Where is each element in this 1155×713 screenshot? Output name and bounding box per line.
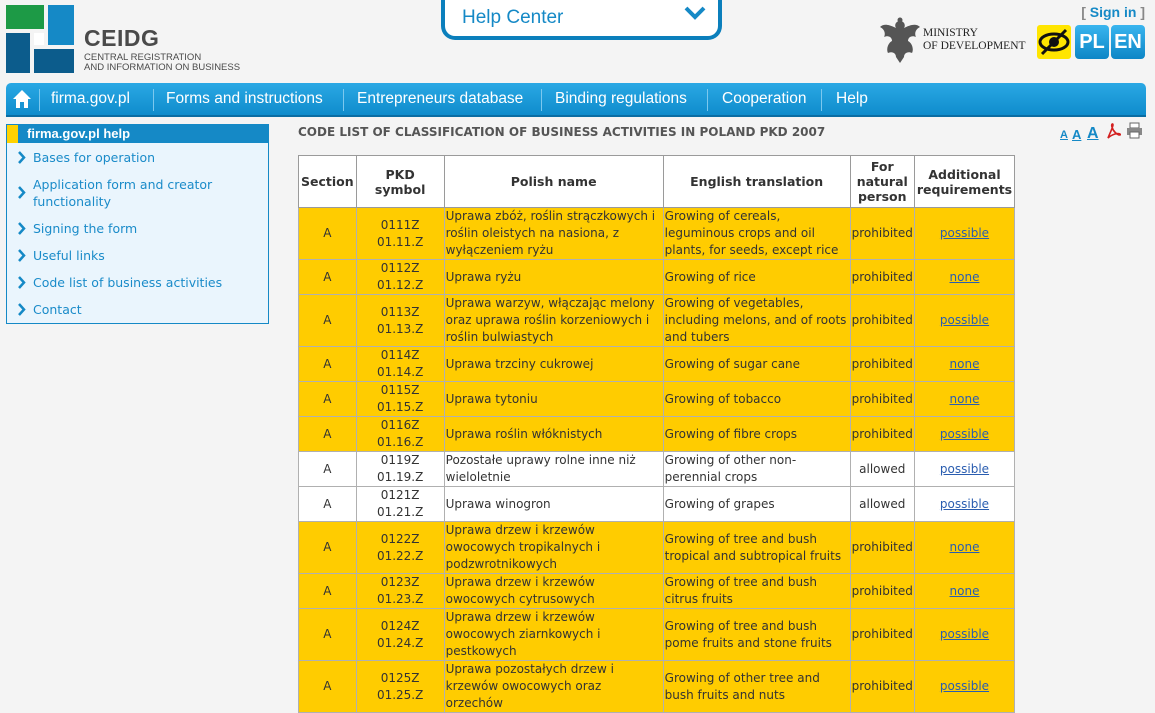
cell-section: A [299, 452, 357, 487]
requirements-link[interactable]: possible [939, 627, 990, 641]
cell-pkd-symbol [356, 452, 444, 487]
nav-item-firma[interactable]: firma.gov.pl [51, 90, 130, 107]
chevron-down-icon [684, 6, 706, 20]
sidebar-item-label: Signing the form [33, 221, 138, 236]
cell-pkd-symbol [356, 260, 444, 295]
cell-pkd-symbol [356, 295, 444, 347]
cell-section: A [299, 382, 357, 417]
requirements-link[interactable]: possible [939, 226, 990, 240]
cell-polish-name: Pozostałe uprawy rolne inne niż wieloletnie [444, 452, 663, 487]
language-pl-button[interactable]: PL [1075, 25, 1109, 59]
column-header-polish: Polish name [444, 156, 663, 208]
cell-section: A [299, 574, 357, 609]
header-line: PKD [385, 166, 415, 182]
signin-area [1081, 4, 1145, 20]
cell-natural-person: prohibited [850, 609, 914, 661]
cell-polish-name: Uprawa winogron [444, 487, 663, 522]
column-header-requirements [914, 156, 1014, 208]
cell-polish-name: Uprawa drzew i krzewów owocowych cytrusowych [444, 574, 663, 609]
language-en-button[interactable]: EN [1111, 25, 1145, 59]
brand-subtitle-line: AND INFORMATION ON BUSINESS [84, 62, 241, 73]
requirements-link[interactable]: none [949, 540, 980, 554]
cell-pkd-symbol [356, 382, 444, 417]
cell-english-translation: Growing of cereals, leguminous crops and oil plants, for seeds, except rice [663, 208, 850, 260]
pkd-code: 0119Z [380, 453, 420, 467]
cell-pkd-symbol [356, 347, 444, 382]
pkd-symbol: 01.25.Z [376, 687, 424, 702]
table-row [299, 208, 1015, 260]
sidebar-item-links[interactable] [17, 247, 273, 264]
brand-subtitle [84, 53, 240, 73]
pkd-code: 0111Z [380, 217, 420, 232]
brand-title: CEIDG [84, 25, 160, 51]
table-row [299, 522, 1015, 574]
table-row [299, 260, 1015, 295]
nav-separator [343, 89, 344, 111]
cell-requirements [914, 487, 1014, 522]
header-line: For [870, 159, 894, 174]
table-row [299, 295, 1015, 347]
cell-natural-person: prohibited [850, 295, 914, 347]
cell-natural-person: prohibited [850, 347, 914, 382]
column-header-section: Section [299, 156, 357, 208]
cell-english-translation: Growing of vegetables, including melons, and of roots and tubers [663, 295, 850, 347]
cell-section: A [299, 208, 357, 260]
column-header-english: English translation [663, 156, 850, 208]
pkd-symbol: 01.21.Z [376, 505, 424, 519]
pkd-code: 0121Z [380, 488, 420, 502]
requirements-link[interactable]: none [949, 356, 980, 371]
sidebar-item-code-list[interactable] [17, 274, 273, 291]
table-row [299, 452, 1015, 487]
pkd-symbol: 01.22.Z [376, 548, 424, 563]
sidebar-item-signing[interactable] [17, 220, 273, 237]
cell-natural-person: prohibited [850, 574, 914, 609]
pkd-code: 0112Z [380, 261, 420, 275]
cell-natural-person: allowed [850, 487, 914, 522]
cell-english-translation: Growing of tree and bush pome fruits and stone fruits [663, 609, 850, 661]
header-line: requirements [916, 181, 1013, 197]
pkd-code: 0113Z [380, 304, 420, 319]
cell-natural-person: prohibited [850, 522, 914, 574]
chevron-right-icon [17, 222, 26, 235]
sidebar-title[interactable]: firma.gov.pl help [7, 125, 268, 143]
requirements-link[interactable]: possible [939, 496, 990, 511]
requirements-link[interactable]: possible [939, 313, 990, 327]
pkd-symbol: 01.14.Z [376, 365, 424, 379]
cell-section: A [299, 661, 357, 713]
help-center-label: Help Center [462, 7, 564, 28]
pkd-symbol: 01.16.Z [376, 435, 424, 449]
pkd-symbol: 01.24.Z [376, 635, 424, 650]
cell-section: A [299, 347, 357, 382]
chevron-right-icon [17, 276, 26, 289]
ministry-line: MINISTRY [923, 27, 978, 39]
cell-requirements [914, 260, 1014, 295]
cell-requirements [914, 382, 1014, 417]
eagle-emblem-icon [878, 17, 922, 65]
table-row [299, 382, 1015, 417]
requirements-link[interactable]: none [949, 269, 980, 284]
cell-requirements [914, 661, 1014, 713]
sidebar-item-application[interactable] [17, 176, 273, 210]
cell-requirements [914, 574, 1014, 609]
pkd-symbol: 01.19.Z [376, 470, 424, 484]
help-sidebar [6, 124, 269, 324]
accessibility-icon[interactable] [1037, 25, 1071, 59]
cell-natural-person: prohibited [850, 260, 914, 295]
table-row [299, 574, 1015, 609]
column-header-natural-person [850, 156, 914, 208]
cell-english-translation: Growing of grapes [663, 487, 850, 522]
nav-separator [39, 89, 40, 111]
ministry-label [923, 27, 1026, 53]
print-icon[interactable] [1126, 122, 1143, 139]
ceidg-logo-icon[interactable] [6, 5, 74, 73]
chevron-right-icon [17, 249, 26, 262]
sidebar-item-label: Code list of business activities [33, 275, 223, 290]
nav-separator [153, 89, 154, 111]
cell-polish-name: Uprawa tytoniu [444, 382, 663, 417]
cell-natural-person: prohibited [850, 417, 914, 452]
nav-item-cooperation[interactable]: Cooperation [722, 90, 807, 107]
requirements-link[interactable]: possible [939, 426, 990, 441]
pkd-symbol: 01.13.Z [376, 321, 424, 336]
header-line: person [857, 189, 907, 204]
cell-requirements [914, 522, 1014, 574]
pkd-symbol: 01.11.Z [376, 234, 424, 249]
sidebar-item-label: Contact [33, 302, 82, 317]
cell-polish-name: Uprawa drzew i krzewów owocowych tropikalnych i podzwrotnikowych [444, 522, 663, 574]
cell-polish-name: Uprawa ryżu [444, 260, 663, 295]
cell-pkd-symbol [356, 208, 444, 260]
sign-in-link[interactable]: Sign in [1089, 4, 1137, 20]
pkd-code-table [298, 155, 1015, 713]
home-icon[interactable] [11, 88, 33, 110]
cell-polish-name: Uprawa trzciny cukrowej [444, 347, 663, 382]
cell-section: A [299, 295, 357, 347]
pkd-code: 0115Z [380, 383, 420, 397]
cell-natural-person: allowed [850, 452, 914, 487]
header-line: Additional [928, 166, 1001, 182]
nav-item-help[interactable]: Help [836, 90, 868, 107]
nav-separator [821, 89, 822, 111]
cell-english-translation: Growing of fibre crops [663, 417, 850, 452]
cell-pkd-symbol [356, 661, 444, 713]
cell-requirements [914, 295, 1014, 347]
pkd-code: 0124Z [380, 618, 420, 633]
help-center-dropdown[interactable] [441, 0, 722, 40]
pkd-code: 0122Z [380, 531, 420, 546]
cell-section: A [299, 487, 357, 522]
table-row [299, 417, 1015, 452]
cell-section: A [299, 260, 357, 295]
requirements-link[interactable]: possible [939, 679, 990, 693]
table-row [299, 347, 1015, 382]
cell-polish-name: Uprawa roślin włóknistych [444, 417, 663, 452]
bracket: ] [1136, 4, 1145, 20]
pdf-icon[interactable] [1105, 123, 1121, 140]
chevron-right-icon [17, 303, 26, 316]
cell-english-translation: Growing of other tree and bush fruits and nuts [663, 661, 850, 713]
requirements-link[interactable]: possible [939, 461, 990, 476]
cell-polish-name: Uprawa zbóż, roślin strączkowych i roślin oleistych na nasiona, z wyłączeniem ryżu [444, 208, 663, 260]
cell-pkd-symbol [356, 609, 444, 661]
cell-pkd-symbol [356, 417, 444, 452]
table-row [299, 609, 1015, 661]
bracket: [ [1081, 4, 1090, 20]
cell-english-translation: Growing of rice [663, 260, 850, 295]
column-header-pkd [356, 156, 444, 208]
cell-english-translation: Growing of tobacco [663, 382, 850, 417]
chevron-right-icon [17, 151, 26, 164]
nav-item-regulations[interactable]: Binding regulations [555, 90, 687, 107]
cell-section: A [299, 609, 357, 661]
brand-subtitle-line: CENTRAL REGISTRATION [84, 52, 202, 63]
cell-requirements [914, 609, 1014, 661]
table-row [299, 661, 1015, 713]
cell-requirements [914, 347, 1014, 382]
cell-requirements [914, 208, 1014, 260]
cell-requirements [914, 452, 1014, 487]
cell-english-translation: Growing of tree and bush tropical and subtropical fruits [663, 522, 850, 574]
pkd-symbol: 01.23.Z [376, 592, 424, 606]
requirements-link[interactable]: none [949, 391, 980, 406]
nav-separator [541, 89, 542, 111]
font-size-medium-button[interactable]: A [1072, 127, 1082, 142]
nav-separator [707, 89, 708, 111]
sidebar-item-bases[interactable] [17, 149, 273, 166]
cell-natural-person: prohibited [850, 382, 914, 417]
sidebar-item-contact[interactable] [17, 301, 273, 318]
table-row [299, 487, 1015, 522]
cell-pkd-symbol [356, 522, 444, 574]
header-line: natural [856, 174, 908, 189]
page-title: CODE LIST OF CLASSIFICATION OF BUSINESS ACTIVITIES IN POLAND PKD 2007 [298, 125, 826, 139]
pkd-code: 0114Z [380, 348, 420, 362]
font-size-large-button[interactable]: A [1087, 125, 1099, 142]
cell-english-translation: Growing of sugar cane [663, 347, 850, 382]
cell-english-translation: Growing of other non-perennial crops [663, 452, 850, 487]
font-size-small-button[interactable]: A [1060, 129, 1068, 141]
cell-section: A [299, 417, 357, 452]
pkd-symbol: 01.15.Z [376, 400, 424, 414]
nav-item-entrepreneurs[interactable]: Entrepreneurs database [357, 90, 524, 107]
ministry-line: OF DEVELOPMENT [923, 40, 1026, 52]
sidebar-item-label: Useful links [33, 248, 105, 263]
cell-natural-person: prohibited [850, 208, 914, 260]
cell-polish-name: Uprawa warzyw, włączając melony oraz uprawa roślin korzeniowych i roślin bulwiastych [444, 295, 663, 347]
pkd-code: 0125Z [380, 670, 420, 685]
cell-requirements [914, 417, 1014, 452]
requirements-link[interactable]: none [949, 583, 980, 598]
main-nav [6, 83, 1146, 117]
cell-english-translation: Growing of tree and bush citrus fruits [663, 574, 850, 609]
cell-pkd-symbol [356, 574, 444, 609]
table-header-row [299, 156, 1015, 208]
cell-pkd-symbol [356, 487, 444, 522]
cell-polish-name: Uprawa drzew i krzewów owocowych ziarnkowych i pestkowych [444, 609, 663, 661]
header-line: symbol [374, 181, 426, 197]
nav-item-forms[interactable]: Forms and instructions [166, 90, 323, 107]
cell-section: A [299, 522, 357, 574]
pkd-symbol: 01.12.Z [376, 278, 424, 292]
cell-natural-person: prohibited [850, 661, 914, 713]
cell-polish-name: Uprawa pozostałych drzew i krzewów owocowych oraz orzechów [444, 661, 663, 713]
chevron-right-icon [17, 186, 26, 199]
pkd-code: 0116Z [380, 418, 420, 432]
pkd-code: 0123Z [380, 575, 420, 589]
sidebar-item-label: Bases for operation [33, 150, 156, 165]
sidebar-item-label: Application form and creator functionality [33, 177, 213, 209]
